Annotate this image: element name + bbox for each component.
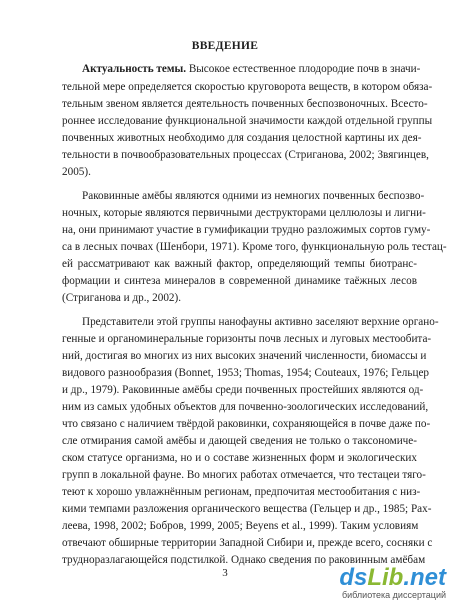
paragraph-3-line: леева, 1998, 2002; Бобров, 1999, 2005; Beyens et al., 1999). Таким условиям xyxy=(62,520,419,532)
paragraph-1-first-line-text: Высокое естественное плодородие почв в значи- xyxy=(186,63,421,75)
paragraph-3-line: ний, достигая во многих из них высоких значений численности, биомассы и xyxy=(62,350,427,362)
logo-ds-text: ds xyxy=(339,564,368,591)
paragraph-1-line: тельной мере определяется скоростью круговорота веществ, в котором обяза- xyxy=(62,81,433,93)
paragraph-1-line: тельным звеном является деятельность почвенных беспозвоночных. Всесто- xyxy=(62,98,428,110)
paragraph-3-line: отвечают обширные территории Западной Сибири и, прежде всего, сосняки с xyxy=(62,537,433,549)
relevance-heading: Актуальность темы. xyxy=(82,63,187,75)
paragraph-2-line: на, они принимают участие в гумификации трудно разложимых сортов гуму- xyxy=(62,224,431,236)
paragraph-1-line: тельности в почвообразовательных процессах (Стриганова, 2002; Звягинцев, xyxy=(62,149,429,161)
dslib-logo xyxy=(316,564,446,592)
paragraph-3-line: что связано с наличием твёрдой раковинки, сохраняющейся в почве даже по- xyxy=(62,418,431,430)
paragraph-2-line: (Стриганова и др., 2002). xyxy=(62,292,182,304)
paragraph-3-line: видового разнообразия (Bonnet, 1953; Thomas, 1954; Couteaux, 1976; Гельцер xyxy=(62,367,430,379)
paragraph-2-line: формации и синтеза минералов в современной динамике таёжных лесов xyxy=(62,275,417,287)
paragraph-3-line: генные и органоминеральные горизонты почв лесных и луговых местообита- xyxy=(62,333,432,345)
page-title: ВВЕДЕНИЕ xyxy=(191,40,259,52)
paragraph-3-line: труднoразлагающейся подстилкой. Однако сведения по раковинным амёбам xyxy=(62,554,426,566)
paragraph-3-line: Представители этой группы нанофауны активно заселяют верхние органо- xyxy=(82,316,439,328)
logo-lib-text: Lib xyxy=(367,564,404,591)
paragraph-3-line: ском статусе организма, но и о составе жизненных форм и экологических xyxy=(62,452,417,464)
paragraph-1-line: 2005). xyxy=(62,166,91,178)
paragraph-3-line: ним из самых удобных объектов для почвенно-зоологических исследований, xyxy=(62,401,429,413)
paragraph-3-line: теют к хорошо увлажнённым регионам, предпочитая местообитания с низ- xyxy=(62,486,421,498)
page-number: 3 xyxy=(222,567,228,579)
watermark-subtitle: библиотека диссертаций xyxy=(341,590,446,600)
paragraph-2-line: са в лесных почвах (Шенбори, 1971). Кроме того, функциональную роль тестац- xyxy=(62,241,447,253)
dslib-watermark[interactable] xyxy=(316,564,446,608)
paragraph-3-line: кими темпами разложения органического вещества (Гельцер и др., 1985; Рах- xyxy=(62,503,432,515)
paragraph-3-line: сле отмирания самой амёбы и дающей сведения не только о таксономиче- xyxy=(62,435,417,447)
paragraph-3-line: групп в локальной фауне. Во многих работах отмечается, что тестацеи тяго- xyxy=(62,469,426,481)
logo-net-text: .net xyxy=(403,564,446,591)
paragraph-2-line: ночных, которые являются первичными деструкторами целлюлозы и лигни- xyxy=(62,207,426,219)
paragraph-1-line xyxy=(82,62,421,76)
paragraph-1-line: почвенных животных необходимо для создания целостной картины их дея- xyxy=(62,132,422,144)
paragraph-1-line: роннее исследование функциональной значимости каждой отдельной группы xyxy=(62,115,433,127)
paragraph-3-line: и др., 1979). Раковинные амёбы среди почвенных простейших являются од- xyxy=(62,384,424,396)
paragraph-2-line: Раковинные амёбы являются одними из немногих почвенных беспозво- xyxy=(82,190,425,202)
paragraph-2-line: ей рассматривают как важный фактор, определяющий темпы биотранс- xyxy=(62,258,417,270)
